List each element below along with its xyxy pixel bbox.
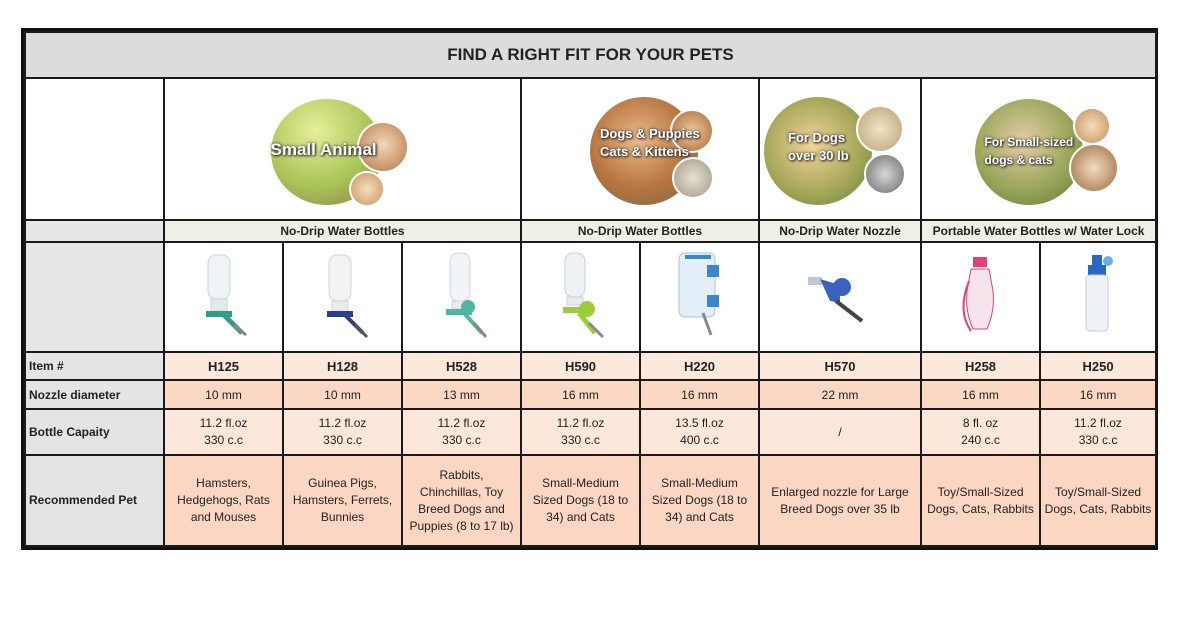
recommended-line: Puppies (8 to 17 lb)	[409, 518, 514, 533]
recommended-line: Guinea Pigs,	[308, 476, 377, 490]
hero-line-2: dogs & cats	[984, 153, 1053, 167]
bottle-pink-icon	[951, 251, 1011, 341]
recommended-line: Dogs, Cats, Rabbits	[1044, 501, 1152, 516]
hero-large-dogs	[759, 78, 921, 220]
bottle-navy-icon	[313, 251, 373, 341]
bottle-capacity	[521, 409, 640, 455]
capacity-oz: 11.2 fl.oz	[318, 416, 367, 430]
bottle-capacity	[921, 409, 1040, 455]
capacity-cc: 330 c.c	[442, 433, 481, 447]
capacity-oz: 11.2 fl.oz	[199, 416, 248, 430]
hero-line-2: Cats & Kittens	[600, 144, 689, 159]
recommended-line: Hedgehogs, Rats	[177, 493, 270, 507]
recommended-pet	[164, 455, 283, 546]
capacity-cc: 330 c.c	[1078, 433, 1118, 447]
recommended-line: Small-Medium	[542, 476, 619, 490]
table-title: FIND A RIGHT FIT FOR YOUR PETS	[25, 32, 1156, 78]
product-image-cell	[759, 242, 921, 352]
item-number: H128	[283, 352, 402, 380]
bottle-capacity	[402, 409, 521, 455]
dog-cat-photo	[672, 157, 714, 199]
recommended-line: Rabbits,	[439, 467, 484, 482]
bottle-blue-clip-icon	[665, 251, 735, 341]
product-image-cell	[521, 242, 640, 352]
recommended-line: Enlarged nozzle for Large	[771, 484, 909, 499]
category-label: No-Drip Water Bottles	[521, 220, 759, 242]
husky-photo	[864, 153, 906, 195]
small-kitten-photo	[1073, 107, 1111, 145]
capacity-oz: 11.2 fl.oz	[437, 416, 486, 430]
recommended-line: Toy/Small-Sized	[1055, 484, 1142, 499]
capacity-cc: 330 c.c	[204, 433, 243, 447]
nozzle-diameter: 16 mm	[521, 380, 640, 409]
row-label-capacity: Bottle Capaity	[25, 409, 164, 455]
hero-dogs-cats	[521, 78, 759, 220]
nozzle-diameter: 22 mm	[759, 380, 921, 409]
recommended-line: Sized Dogs (18 to	[532, 493, 629, 507]
nozzle-diameter: 13 mm	[402, 380, 521, 409]
recommended-pet	[759, 455, 921, 546]
recommended-line: Chinchillas, Toy	[419, 484, 504, 499]
category-label: Portable Water Bottles w/ Water Lock	[921, 220, 1156, 242]
recommended-line: Breed Dogs over 35 lb	[780, 501, 900, 516]
hero-line-1: Dogs & Puppies	[600, 126, 700, 141]
category-blank	[25, 220, 164, 242]
nozzle-diameter: 10 mm	[164, 380, 283, 409]
capacity-oz: 11.2 fl.oz	[1074, 416, 1122, 430]
recommended-line: Hamsters, Ferrets,	[292, 493, 393, 507]
bottle-teal-icon	[194, 251, 254, 341]
row-label-nozzle: Nozzle diameter	[25, 380, 164, 409]
category-label: No-Drip Water Nozzle	[759, 220, 921, 242]
capacity-cc: 240 c.c	[961, 433, 1000, 447]
nozzle-diameter: 10 mm	[283, 380, 402, 409]
bottle-mint-icon	[432, 251, 492, 341]
product-image-cell	[402, 242, 521, 352]
item-number: H570	[759, 352, 921, 380]
bottle-capacity	[164, 409, 283, 455]
recommended-line: and Mouses	[190, 510, 257, 524]
recommended-pet	[283, 455, 402, 546]
recommended-line: Bunnies	[320, 510, 365, 524]
row-label-recommended: Recommended Pet	[25, 455, 164, 546]
hero-line-2: over 30 lb	[788, 148, 849, 163]
hero-blank	[25, 78, 164, 220]
recommended-line: Breed Dogs and	[418, 501, 505, 516]
nozzle-blue-icon	[800, 251, 880, 341]
recommended-pet	[402, 455, 521, 546]
lab-photo	[856, 105, 904, 153]
item-number: H528	[402, 352, 521, 380]
bottle-portable-blue-icon	[1068, 251, 1128, 341]
comparison-table	[21, 28, 1158, 550]
item-number: H590	[521, 352, 640, 380]
recommended-line: 34) and Cats	[546, 510, 615, 524]
capacity-cc: 330 c.c	[561, 433, 600, 447]
recommended-line: Sized Dogs (18 to	[651, 493, 748, 507]
capacity-oz: 13.5 fl.oz	[675, 416, 724, 430]
item-number: H250	[1040, 352, 1156, 380]
nozzle-diameter: 16 mm	[640, 380, 759, 409]
hero-line-1: For Small-sized	[984, 135, 1074, 149]
product-image-cell	[1040, 242, 1156, 352]
category-label: No-Drip Water Bottles	[164, 220, 521, 242]
product-image-cell	[921, 242, 1040, 352]
capacity-none: /	[838, 424, 842, 439]
recommended-pet	[640, 455, 759, 546]
recommended-line: Toy/Small-Sized	[937, 484, 1024, 499]
hero-small-dogs-cats	[921, 78, 1156, 220]
capacity-cc: 330 c.c	[323, 433, 362, 447]
nozzle-diameter: 16 mm	[1040, 380, 1156, 409]
product-image-blank	[25, 242, 164, 352]
row-label-item: Item #	[25, 352, 164, 380]
item-number: H125	[164, 352, 283, 380]
recommended-pet	[1040, 455, 1156, 546]
product-image-cell	[283, 242, 402, 352]
hamster-photo	[349, 171, 385, 207]
nozzle-diameter: 16 mm	[921, 380, 1040, 409]
capacity-oz: 11.2 fl.oz	[556, 416, 605, 430]
recommended-line: Hamsters,	[196, 476, 251, 490]
item-number: H220	[640, 352, 759, 380]
small-puppy-photo	[1069, 143, 1119, 193]
recommended-line: 34) and Cats	[665, 510, 734, 524]
bottle-capacity	[283, 409, 402, 455]
bottle-capacity	[640, 409, 759, 455]
capacity-oz: 8 fl. oz	[962, 416, 999, 430]
capacity-cc: 400 c.c	[680, 433, 719, 447]
item-number: H258	[921, 352, 1040, 380]
recommended-pet	[921, 455, 1040, 546]
bottle-lime-icon	[551, 251, 611, 341]
hero-line-1: For Dogs	[788, 130, 846, 145]
recommended-line: Small-Medium	[661, 476, 738, 490]
product-image-cell	[164, 242, 283, 352]
bottle-capacity	[759, 409, 921, 455]
recommended-pet	[521, 455, 640, 546]
bottle-capacity	[1040, 409, 1156, 455]
recommended-line: Dogs, Cats, Rabbits	[927, 501, 1034, 516]
hero-title: Small Animal	[270, 140, 377, 159]
hero-small-animal	[164, 78, 521, 220]
product-image-cell	[640, 242, 759, 352]
